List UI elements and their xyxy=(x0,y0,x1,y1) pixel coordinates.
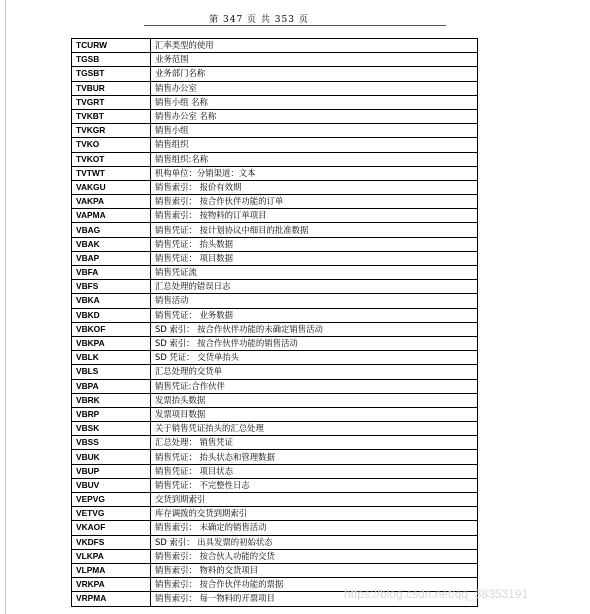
table-row xyxy=(72,67,478,81)
table-row xyxy=(72,336,478,350)
table-row xyxy=(72,308,478,322)
table-row xyxy=(72,407,478,421)
table-row xyxy=(72,422,478,436)
table-name-cell: VBLS xyxy=(72,365,151,379)
table-name-cell: VBKPA xyxy=(72,336,151,350)
table-name-cell: VBFS xyxy=(72,280,151,294)
table-row xyxy=(72,280,478,294)
table-row xyxy=(72,138,478,152)
table-description-cell: 机构单位：分销渠道：文本 xyxy=(151,166,478,180)
table-description-cell: SD 索引： 按合作伙伴功能的未确定销售活动 xyxy=(151,322,478,336)
table-description-cell: 销售凭证： 按计划协议中细目的批准数据 xyxy=(151,223,478,237)
table-name-cell: TGSB xyxy=(72,53,151,67)
table-row xyxy=(72,81,478,95)
table-name-cell: VKDFS xyxy=(72,535,151,549)
table-name-cell: VBAP xyxy=(72,251,151,265)
table-description-cell: 关于销售凭证抬头的汇总处理 xyxy=(151,422,478,436)
table-row xyxy=(72,209,478,223)
table-name-cell: VBKOF xyxy=(72,322,151,336)
table-body xyxy=(72,39,478,607)
table-row xyxy=(72,251,478,265)
table-description-cell: 汇总处理的交货单 xyxy=(151,365,478,379)
table-description-cell: 库存调拨的交货到期索引 xyxy=(151,507,478,521)
table-name-cell: TVGRT xyxy=(72,95,151,109)
table-row xyxy=(72,493,478,507)
table-row xyxy=(72,166,478,180)
page-left-edge xyxy=(5,0,6,614)
table-name-cell: VBUP xyxy=(72,464,151,478)
table-description-cell: 销售活动 xyxy=(151,294,478,308)
table-row xyxy=(72,379,478,393)
table-name-cell: VETVG xyxy=(72,507,151,521)
table-row xyxy=(72,450,478,464)
table-name-cell: TVKGR xyxy=(72,124,151,138)
table-row xyxy=(72,294,478,308)
table-description-cell: 销售办公室 名称 xyxy=(151,109,478,123)
table-name-cell: VLPMA xyxy=(72,563,151,577)
table-description-cell: 销售索引： 报价有效期 xyxy=(151,180,478,194)
table-row xyxy=(72,95,478,109)
table-description-cell: 发票抬头数据 xyxy=(151,393,478,407)
table-row xyxy=(72,535,478,549)
table-name-cell: TVKO xyxy=(72,138,151,152)
page-header: 第 347 页 共 353 页 xyxy=(209,15,309,25)
table-row xyxy=(72,549,478,563)
table-row xyxy=(72,365,478,379)
table-row xyxy=(72,53,478,67)
table-name-cell: VBAG xyxy=(72,223,151,237)
table-description-cell: 销售索引： 按合作伙伴功能的票据 xyxy=(151,578,478,592)
table-row xyxy=(72,322,478,336)
table-description-cell: 销售索引： 未确定的销售活动 xyxy=(151,521,478,535)
table-row xyxy=(72,237,478,251)
header-rule xyxy=(144,25,446,26)
table-description-cell: 销售小组 xyxy=(151,124,478,138)
table-name-cell: VAKPA xyxy=(72,195,151,209)
table-name-cell: TGSBT xyxy=(72,67,151,81)
table-name-cell: VBRK xyxy=(72,393,151,407)
table-row xyxy=(72,152,478,166)
table-row xyxy=(72,124,478,138)
table-row xyxy=(72,266,478,280)
table-description-cell: SD 索引： 出具发票的初始状态 xyxy=(151,535,478,549)
table-name-cell: VBSK xyxy=(72,422,151,436)
table-description-cell: 销售凭证： 项目状态 xyxy=(151,464,478,478)
table-row xyxy=(72,464,478,478)
table-description-cell: 汇总处理的错误日志 xyxy=(151,280,478,294)
table-row xyxy=(72,109,478,123)
table-description-cell: 销售凭证流 xyxy=(151,266,478,280)
table-description-cell: 销售组织 xyxy=(151,138,478,152)
table-row xyxy=(72,478,478,492)
table-row xyxy=(72,351,478,365)
table-description-cell: 销售凭证： 项目数据 xyxy=(151,251,478,265)
table-description-cell: 销售凭证： 业务数据 xyxy=(151,308,478,322)
table-row xyxy=(72,223,478,237)
table-name-cell: VEPVG xyxy=(72,493,151,507)
table-description-cell: 销售索引： 每一物料的开票项目 xyxy=(151,592,478,606)
table-name-cell: TVKBT xyxy=(72,109,151,123)
watermark: https://blog.csdn.net/qq_38353191 xyxy=(344,587,529,601)
sap-table-list xyxy=(71,38,478,607)
table-description-cell: SD 凭证： 交货单抬头 xyxy=(151,351,478,365)
table-description-cell: 销售索引： 按物料的订单项目 xyxy=(151,209,478,223)
table-name-cell: TVBUR xyxy=(72,81,151,95)
table-description-cell: 销售凭证： 抬头数据 xyxy=(151,237,478,251)
table-name-cell: VBPA xyxy=(72,379,151,393)
table-name-cell: TCURW xyxy=(72,39,151,53)
table-row xyxy=(72,521,478,535)
table-description-cell: 销售凭证： 抬头状态和管理数据 xyxy=(151,450,478,464)
table-description-cell: 交货到期索引 xyxy=(151,493,478,507)
table-name-cell: VBAK xyxy=(72,237,151,251)
table-name-cell: VBSS xyxy=(72,436,151,450)
table-description-cell: 销售凭证:合作伙伴 xyxy=(151,379,478,393)
table-description-cell: 业务范围 xyxy=(151,53,478,67)
table-name-cell: VAKGU xyxy=(72,180,151,194)
table-name-cell: VKAOF xyxy=(72,521,151,535)
table-name-cell: TVKOT xyxy=(72,152,151,166)
table-name-cell: VBFA xyxy=(72,266,151,280)
table-name-cell: VBLK xyxy=(72,351,151,365)
table-description-cell: SD 索引： 按合作伙伴功能的销售活动 xyxy=(151,336,478,350)
table-name-cell: TVTWT xyxy=(72,166,151,180)
table-row xyxy=(72,563,478,577)
table-description-cell: 汇率类型的使用 xyxy=(151,39,478,53)
table-row xyxy=(72,507,478,521)
table-row xyxy=(72,195,478,209)
table-name-cell: VBKD xyxy=(72,308,151,322)
table-name-cell: VBUV xyxy=(72,478,151,492)
table-description-cell: 销售小组 名称 xyxy=(151,95,478,109)
table-name-cell: VBRP xyxy=(72,407,151,421)
table-row xyxy=(72,39,478,53)
table-description-cell: 汇总处理： 销售凭证 xyxy=(151,436,478,450)
table-row xyxy=(72,436,478,450)
table-row xyxy=(72,180,478,194)
table-row xyxy=(72,393,478,407)
table-description-cell: 销售索引： 按合作伙伴功能的订单 xyxy=(151,195,478,209)
table-description-cell: 业务部门名称 xyxy=(151,67,478,81)
table-name-cell: VAPMA xyxy=(72,209,151,223)
table-description-cell: 销售办公室 xyxy=(151,81,478,95)
table-description-cell: 销售索引： 按合伙人功能的交货 xyxy=(151,549,478,563)
table-description-cell: 发票项目数据 xyxy=(151,407,478,421)
table-description-cell: 销售凭证： 不完整性日志 xyxy=(151,478,478,492)
table-description-cell: 销售组织:名称 xyxy=(151,152,478,166)
table-name-cell: VBKA xyxy=(72,294,151,308)
table-name-cell: VRPMA xyxy=(72,592,151,606)
table-name-cell: VRKPA xyxy=(72,578,151,592)
table-description-cell: 销售索引： 物料的交货项目 xyxy=(151,563,478,577)
table-name-cell: VBUK xyxy=(72,450,151,464)
table-name-cell: VLKPA xyxy=(72,549,151,563)
